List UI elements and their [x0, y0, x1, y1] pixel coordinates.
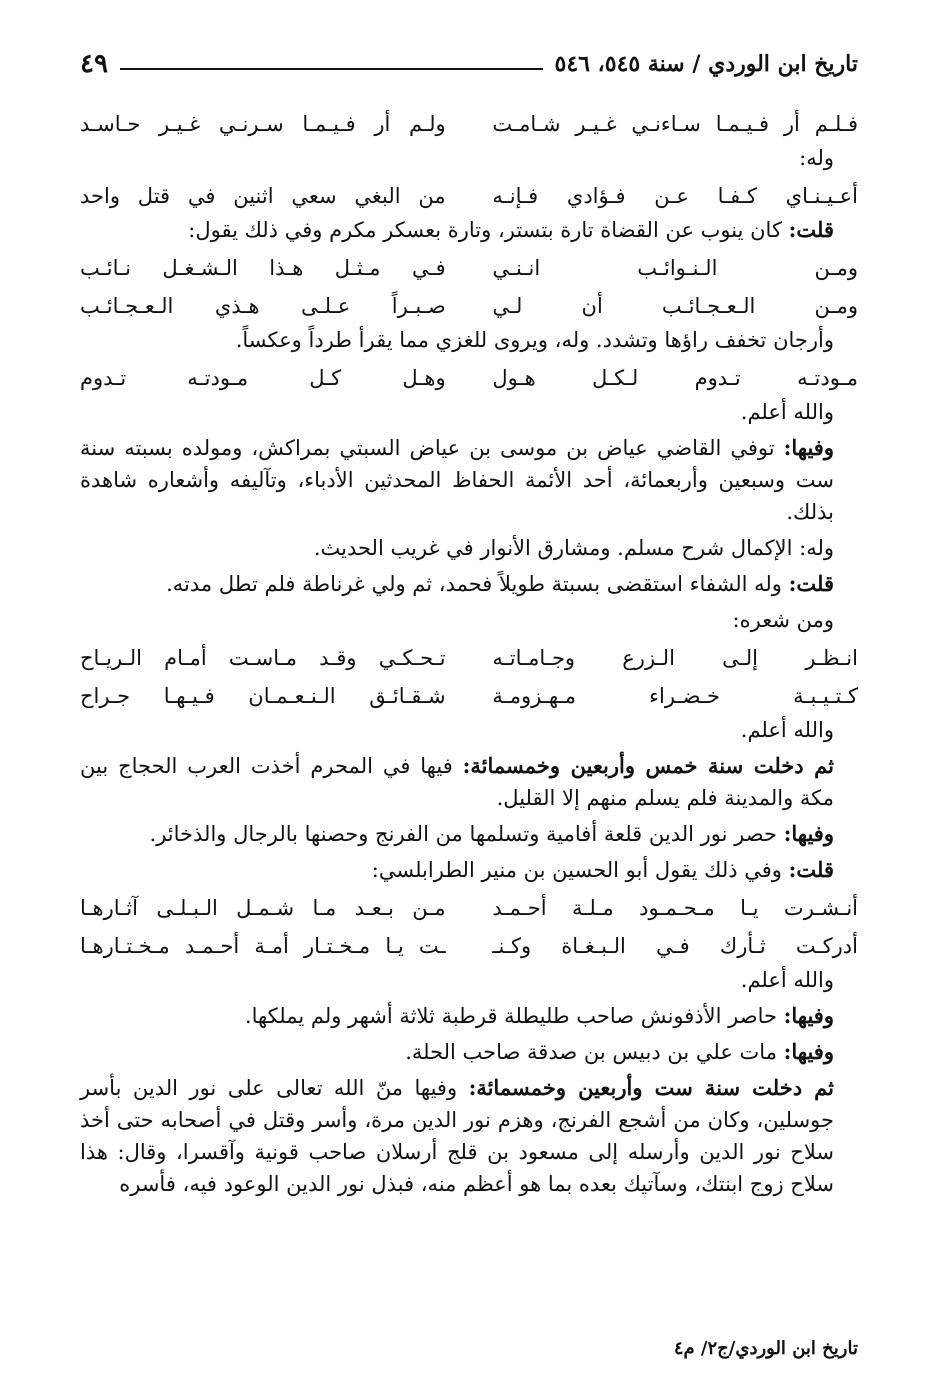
verse-first-hemistich: مـودتـه تـدوم لـكـل هـول — [492, 366, 858, 390]
paragraph-text: حصر نور الدين قلعة أفامية وتسلمها من الفرنج وحصنها بالرجال والذخائر. — [149, 822, 777, 846]
text-line: والله أعلم. — [740, 718, 834, 742]
paragraph — [80, 432, 858, 528]
paragraph-label: وفيها: — [783, 1003, 834, 1028]
verse-first-hemistich: انـظـر إلـى الـزرع وجـامـاتـه — [492, 646, 858, 670]
paragraph-label: وفيها: — [783, 1039, 834, 1064]
verse-first-hemistich: أنـشـرت يـا مـحـمـود مـلـة أحـمـد — [492, 896, 858, 920]
paragraph — [80, 818, 858, 850]
verse-line — [80, 930, 858, 962]
verse-line — [80, 362, 858, 394]
paragraph-text: وله الشفاء استقضى بسبتة طويلاً فحمد، ثم ولي غرناطة فلم تطل مدته. — [166, 572, 782, 596]
paragraph-text: وفي ذلك يقول أبو الحسين بن منير الطرابلسي: — [371, 858, 782, 882]
running-header — [80, 44, 858, 84]
paragraph — [80, 750, 858, 814]
paragraph — [80, 214, 858, 246]
paragraph — [80, 1036, 858, 1068]
verse-line — [80, 180, 858, 212]
paragraph: وله: الإكمال شرح مسلم. ومشارق الأنوار في غريب الحديث. — [313, 536, 834, 560]
verse-second-hemistich: وهـل كـل مـودتـه تـدوم — [80, 366, 446, 390]
paragraph-label: ثم دخلت سنة خمس وأربعين وخمسمائة: — [462, 753, 834, 778]
text-line: وله: — [799, 146, 834, 170]
header-rule — [120, 68, 543, 70]
verse-second-hemistich: صـبـراً عـلـى هـذي الـعـجـائـب — [80, 294, 446, 318]
verse-second-hemistich: ـت يـا مـخـتـار أمـة أحـمـد مـخـتـارهـا — [80, 934, 446, 958]
text-line: والله أعلم. — [740, 400, 834, 424]
verse-line — [80, 680, 858, 712]
verse-second-hemistich: شـقـائـق الـنـعـمـان فـيـهـا جـراح — [80, 684, 446, 708]
page-body — [80, 102, 858, 1204]
text-line: والله أعلم. — [740, 968, 834, 992]
paragraph — [80, 568, 858, 600]
verse-first-hemistich: فـلـم أر فـيـمـا سـاءنـي غـيـر شـامـت — [492, 112, 858, 136]
paragraph-text: حاصر الأذفونش صاحب طليطلة قرطبة ثلاثة أشهر ولم يملكها. — [244, 1004, 777, 1028]
paragraph-text: وفيها منّ الله تعالى على نور الدين بأسر جوسلين، وكان من أشجع الفرنج، وهزم نور الدين مرة، وأسر وقتل في أصحابه حتى أخذ سلاح نور الدين وأرسله إلى مسعود بن قلج أرسلان صاحب قونية وآقسرا، وقال: هذا سلاح زوج ابنتك، وسآتيك بعده بما هو أعظم منه، فبذل نور الدين الوعود فيه، فأسره — [80, 1076, 834, 1196]
verse-first-hemistich: ومـن الـعـجـائـب أن لـي — [492, 294, 858, 318]
paragraph-text: توفي القاضي عياض بن موسى بن عياض السبتي بمراكش، ومولده بسبته سنة ست وسبعين وأربعمائة، أحد الأئمة الحفاظ المحدثين الأدباء، وتآليفه وأشعاره شاهدة بذلك. — [80, 436, 834, 524]
verse-second-hemistich: فـي مـثـل هـذا الـشـغـل نـائـب — [80, 256, 446, 280]
paragraph-label: وفيها: — [783, 821, 834, 846]
paragraph-label: وفيها: — [783, 435, 834, 460]
verse-line — [80, 892, 858, 924]
verse-first-hemistich: كـتـيـبـة خـضـراء مـهـزومـة — [492, 684, 858, 708]
paragraph-text: مات علي بن دبيس بن صدقة صاحب الحلة. — [405, 1040, 777, 1064]
verse-first-hemistich: أدركـت ثـأرك فـي الـبـغـاة وكـنـ — [492, 934, 858, 958]
page-number: ٤٩ — [80, 49, 108, 79]
paragraph-label: قلت: — [788, 217, 834, 242]
verse-first-hemistich: أعـيـنـاي كـفـا عـن فـؤادي فـإنـه — [492, 184, 858, 208]
verse-line — [80, 108, 858, 140]
paragraph — [80, 854, 858, 886]
verse-second-hemistich: من البغي سعي اثنين في قتل واحد — [80, 184, 446, 208]
paragraph-label: ثم دخلت سنة ست وأربعين وخمسمائة: — [468, 1075, 834, 1100]
header-title: تاريخ ابن الوردي / سنة ٥٤٥، ٥٤٦ — [554, 51, 858, 77]
paragraph-text: كان ينوب عن القضاة تارة بتستر، وتارة بعسكر مكرم وفي ذلك يقول: — [188, 218, 782, 242]
paragraph — [80, 1072, 858, 1200]
verse-line — [80, 642, 858, 674]
verse-second-hemistich: تـحـكـي وقـد مـاسـت أمـام الـريـاح — [80, 646, 446, 670]
paragraph-label: قلت: — [788, 571, 834, 596]
verse-second-hemistich: مـن بـعـد مـا شـمـل الـبـلـى آثـارهـا — [80, 896, 446, 920]
verse-line — [80, 290, 858, 322]
footer-signature: تاريخ ابن الوردي/ج٢/ م٤ — [673, 1338, 858, 1359]
paragraph-label: قلت: — [788, 857, 834, 882]
verse-line — [80, 252, 858, 284]
paragraph-text: فيها في المحرم أخذت العرب الحجاج بين مكة والمدينة فلم يسلم منهم إلا القليل. — [80, 754, 834, 810]
paragraph — [80, 1000, 858, 1032]
verse-first-hemistich: ومـن الـنـوائـب انـنـي — [492, 256, 858, 280]
verse-second-hemistich: ولـم أر فـيـمـا سـرنـي غـيـر حـاسـد — [80, 112, 446, 136]
text-line: ومن شعره: — [732, 608, 834, 632]
paragraph: وأرجان تخفف راؤها وتشدد. وله، ويروى للغزي مما يقرأ طرداً وعكساً. — [235, 328, 834, 352]
